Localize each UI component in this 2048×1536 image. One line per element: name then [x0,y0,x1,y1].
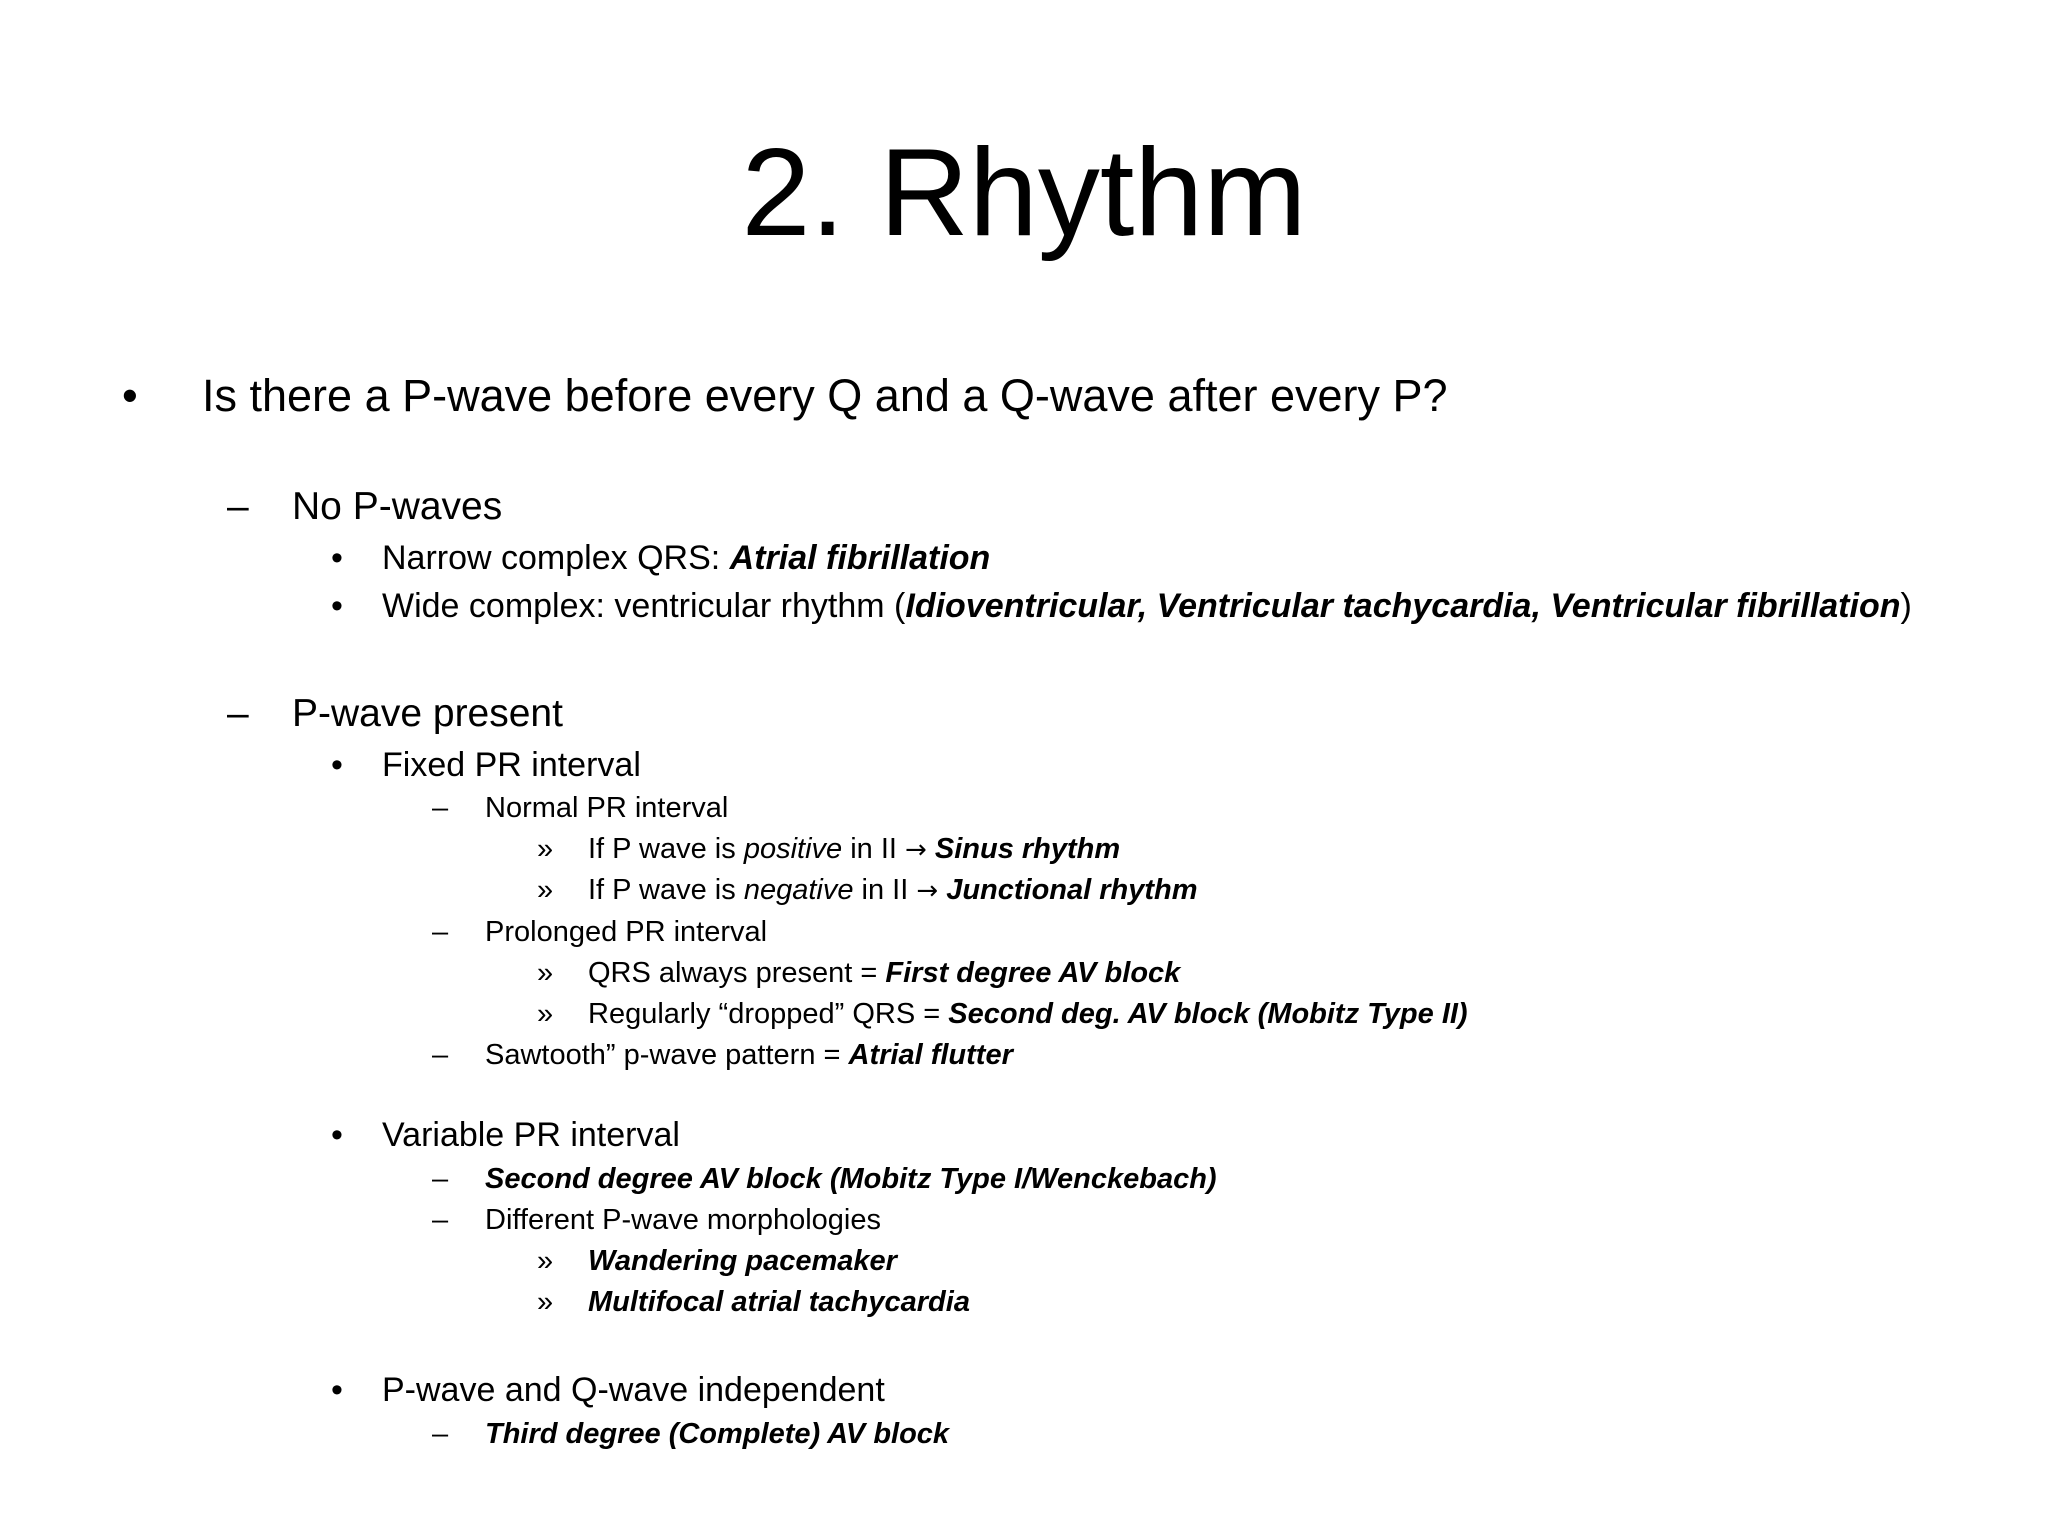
dash-marker: – [432,1163,449,1195]
fixed-pr-text: Fixed PR interval [382,746,641,784]
atrial-flutter-dx: Atrial flutter [848,1039,1013,1071]
positive-p-label: If P wave is [588,833,744,865]
wenckebach-item [485,1160,1217,1198]
pwave-present-text: P-wave present [292,692,563,735]
bullet-marker: • [122,370,138,421]
negative-p-item [588,871,1198,910]
dash-marker: – [432,1418,449,1450]
right-arrow-icon: → [916,876,939,906]
in-ii-label: in II [842,833,905,865]
wide-complex-close: ) [1900,587,1912,625]
negative-p-label: If P wave is [588,874,744,906]
junctional-rhythm-dx: Junctional rhythm [946,874,1198,906]
dash-marker: – [432,792,449,824]
positive-word: positive [743,833,843,865]
qrs-present-label: QRS always present = [588,957,886,989]
wandering-pacemaker-item [588,1242,897,1280]
chevron-marker: » [537,957,554,989]
chevron-marker: » [537,998,554,1030]
chevron-marker: » [537,1286,554,1318]
variable-pr-item [382,1114,680,1156]
chevron-marker: » [537,1245,554,1277]
chevron-marker: » [537,874,554,906]
narrow-complex-label: Narrow complex QRS: [382,539,730,577]
dropped-qrs-label: Regularly “dropped” QRS = [588,998,949,1030]
independent-item [382,1369,885,1411]
bullet-marker: • [331,1116,343,1154]
sinus-rhythm-dx: Sinus rhythm [934,833,1121,865]
mobitz-type-ii-dx: Second deg. AV block (Mobitz Type II) [948,998,1468,1030]
dash-marker: – [227,692,249,735]
main-question [202,369,1448,423]
wenckebach-dx: Second degree AV block (Mobitz Type I/Wenckebach) [485,1163,1217,1195]
sawtooth-label: Sawtooth” p-wave pattern = [485,1039,849,1071]
first-degree-av-block-dx: First degree AV block [885,957,1181,989]
wandering-pacemaker-dx: Wandering pacemaker [588,1245,897,1277]
wide-complex-item [382,585,1912,627]
multifocal-atrial-tachycardia-dx: Multifocal atrial tachycardia [588,1286,970,1318]
dash-marker: – [432,916,449,948]
bullet-marker: • [331,539,343,577]
normal-pr-item [485,789,728,827]
multifocal-at-item [588,1283,970,1321]
slide-title: 2. Rhythm [741,124,1307,262]
prolonged-pr-item [485,913,767,951]
bullet-marker: • [331,1371,343,1409]
right-arrow-icon: → [905,835,927,865]
pwave-present-heading [292,690,563,738]
atrial-fibrillation-dx: Atrial fibrillation [729,539,991,577]
third-degree-av-block-dx: Third degree (Complete) AV block [485,1418,950,1450]
dash-marker: – [227,485,249,528]
bullet-marker: • [331,587,343,625]
wide-complex-label: Wide complex: ventricular rhythm ( [382,587,906,625]
dropped-qrs-item [588,995,1468,1033]
no-pwaves-text: No P-waves [292,485,503,528]
dash-marker: – [432,1204,449,1236]
different-morphologies-item [485,1201,881,1239]
negative-word: negative [743,874,854,906]
dash-marker: – [432,1039,449,1071]
different-morphologies-text: Different P-wave morphologies [485,1204,881,1236]
variable-pr-text: Variable PR interval [382,1116,680,1154]
narrow-complex-item [382,537,990,579]
fixed-pr-item [382,744,641,786]
bullet-marker: • [331,746,343,784]
independent-text: P-wave and Q-wave independent [382,1371,885,1409]
prolonged-pr-text: Prolonged PR interval [485,916,768,948]
chevron-marker: » [537,833,554,865]
in-ii-label: in II [853,874,917,906]
no-pwaves-heading [292,483,502,531]
positive-p-item [588,830,1120,869]
third-degree-item [485,1415,949,1453]
sawtooth-item [485,1036,1013,1074]
main-question-text: Is there a P-wave before every Q and a Q-wave after every P? [202,370,1448,421]
normal-pr-text: Normal PR interval [485,792,729,824]
ventricular-rhythms-dx: Idioventricular, Ventricular tachycardia, Ventricular fibrillation [905,587,1901,625]
qrs-present-item [588,954,1180,992]
